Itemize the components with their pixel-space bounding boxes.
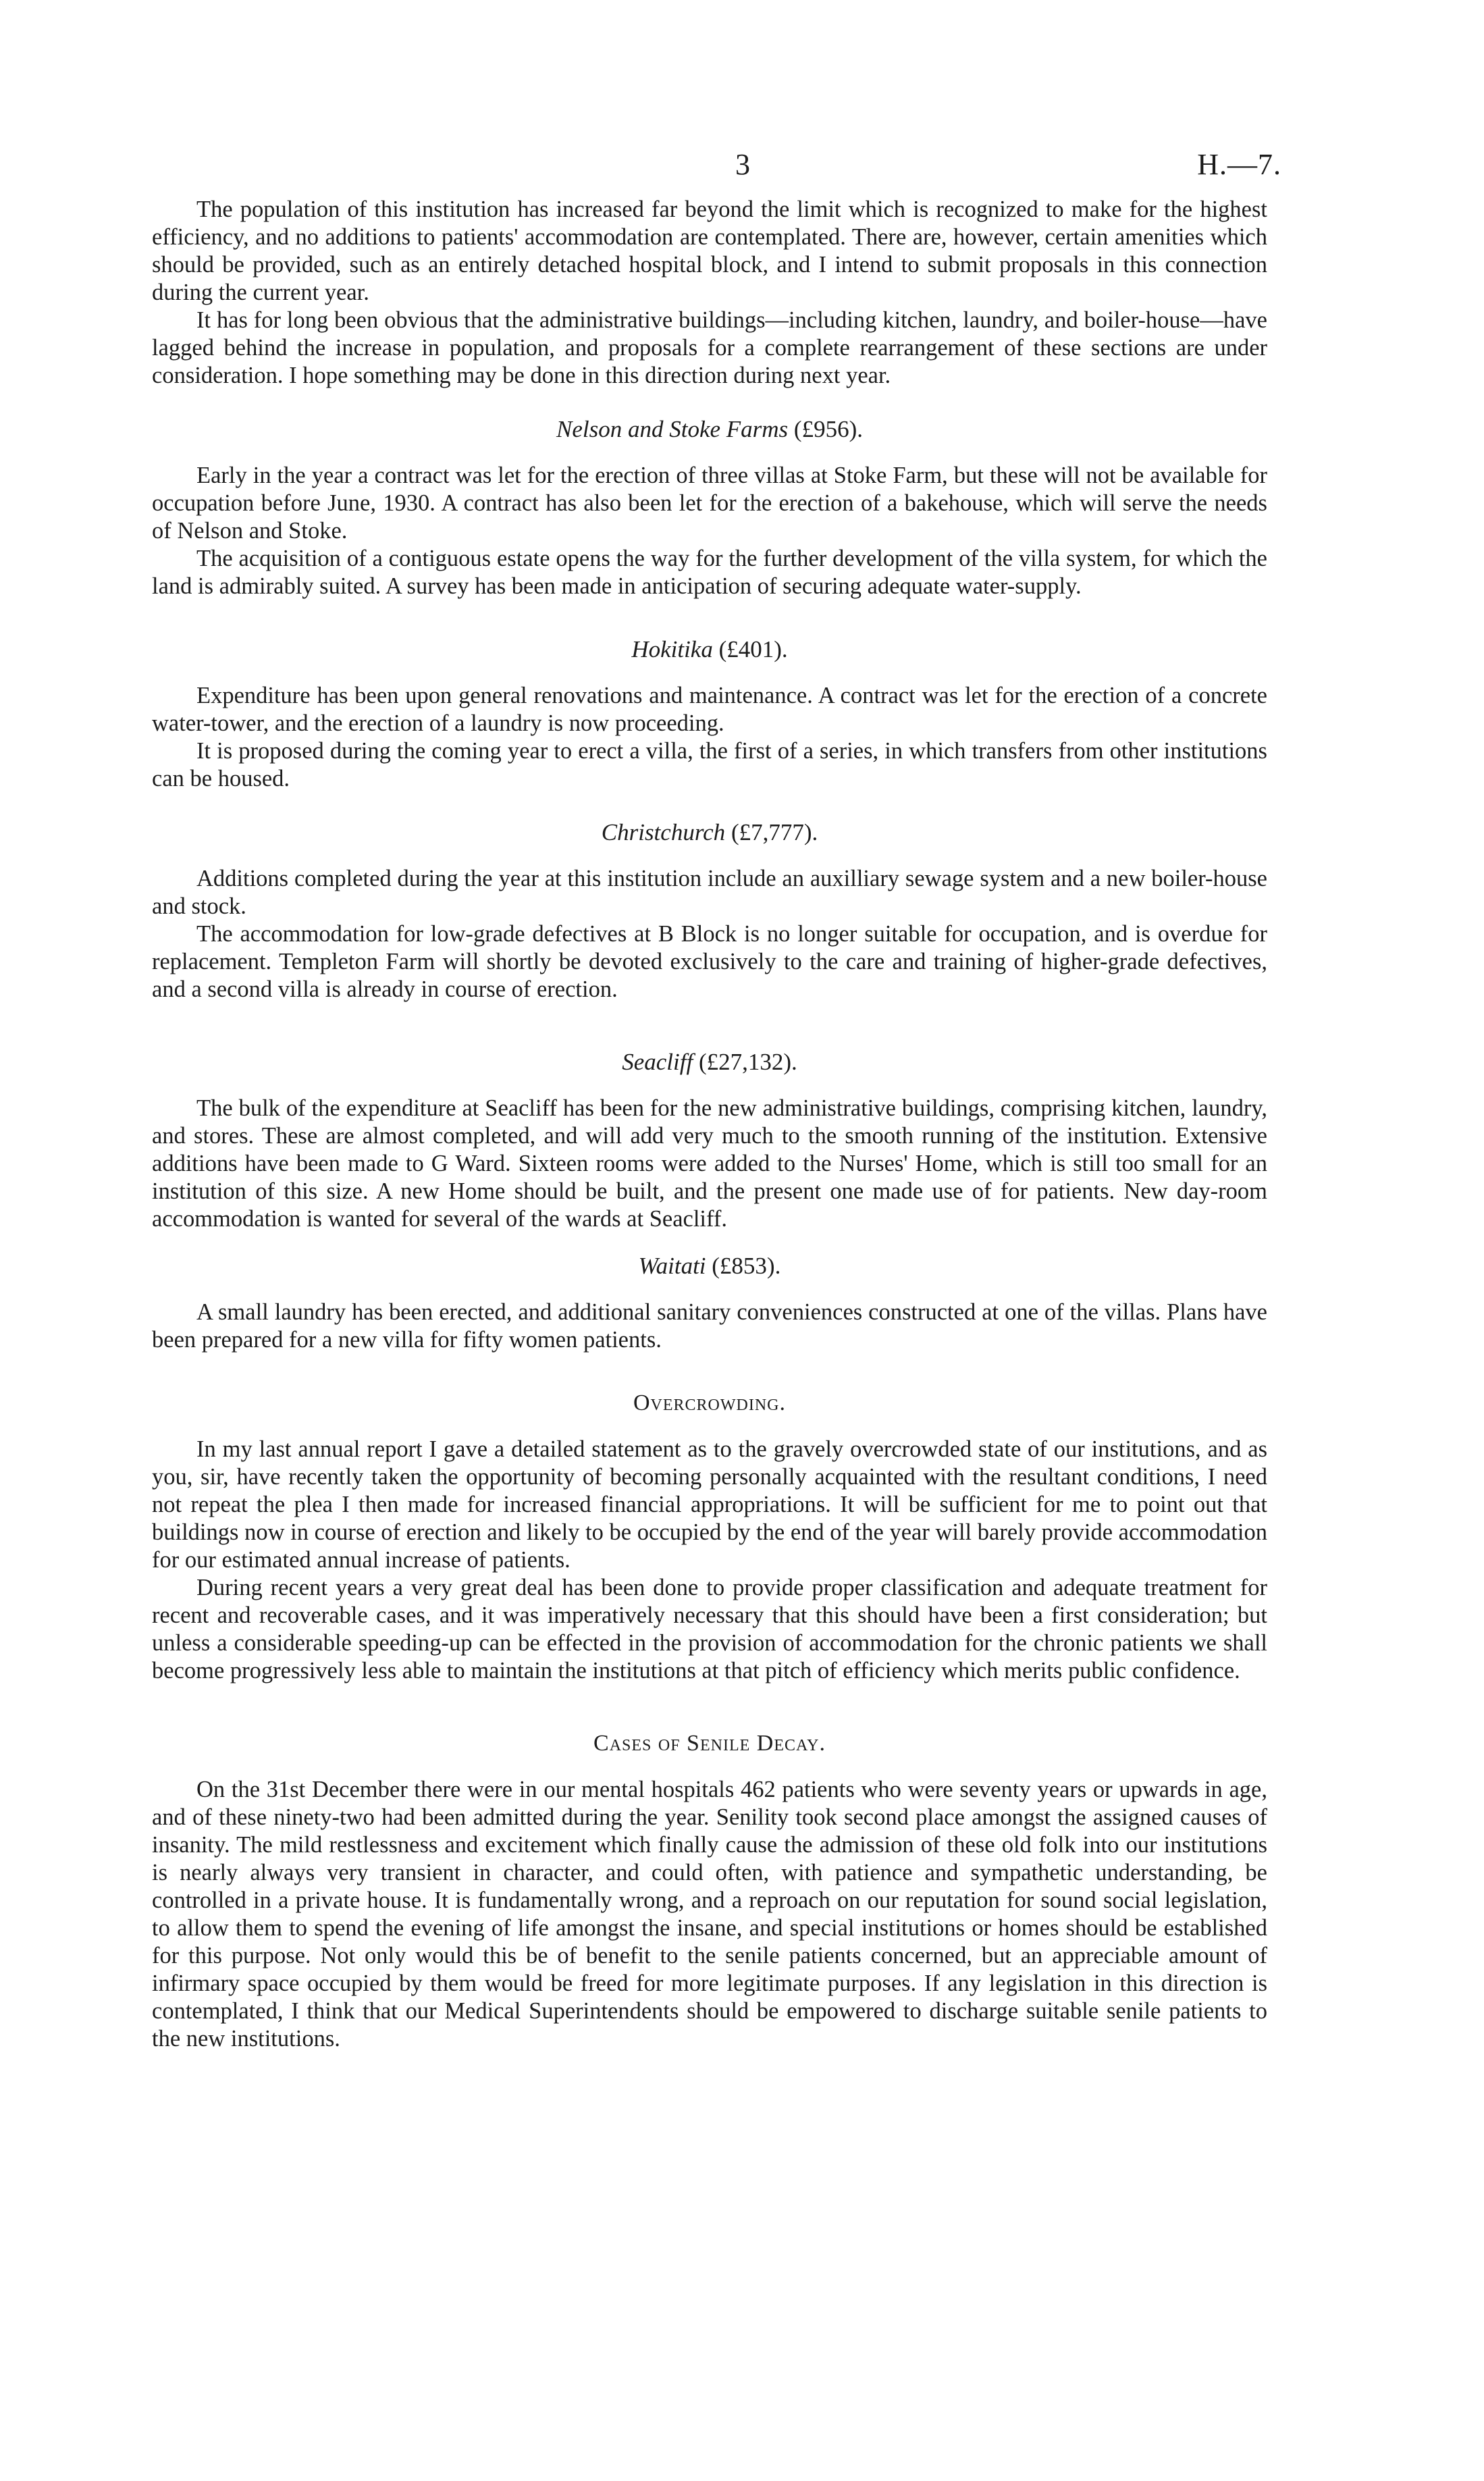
senile-paragraph-1: On the 31st December there were in our mental hospitals 462 patients who were seventy years or upwards in age, and of these ninety-two had been admitted during the year. Senility took second place amongst the assigned causes of insanity. The mild restlessness and excitement which finally cause the admission of these old folk into our institutions is nearly always very transient in character, and could often, with patience and sympathetic understanding, be controlled in a private house. It is fundamentally wrong, and a reproach on our reputation for sound social legislation, to allow them to spend the evening of life amongst the insane, and special institutions or homes should be established for this purpose. Not only would this be of benefit to the senile patients concerned, but an appreciable amount of infirmary space occupied by them would be freed for more legitimate purposes. If any legislation in this direction is contemplated, I think that our Medical Superintendents should be empowered to discharge suitable senile patients to the new institutions.	[152, 1777, 1267, 2052]
section-heading-senile-decay: Cases of Senile Decay.	[593, 1731, 826, 1756]
page-number: 3	[735, 148, 750, 181]
section-heading-amount: (£401).	[718, 636, 788, 662]
section-heading-amount: (£7,777).	[731, 819, 818, 845]
section-heading-place: Nelson and Stoke Farms	[556, 416, 789, 442]
christchurch-paragraph-1: Additions completed during the year at this institution include an auxilliary sewage system and a new boiler-house and stock.	[152, 866, 1267, 919]
intro-paragraph-1: The population of this institution has increased far beyond the limit which is recognized to make for the highest efficiency, and no additions to patients' accommodation are contemplated. There are, however, certain amenities which should be provided, such as an entirely detached hospital block, and I intend to submit proposals in this connection during the current year.	[152, 197, 1267, 305]
overcrowding-paragraph-1: In my last annual report I gave a detailed statement as to the gravely overcrowded state of our institutions, and as you, sir, have recently taken the opportunity of becoming personally acquainted with the resultant conditions, I need not repeat the plea I then made for increased financial appropriations. It will be sufficient for me to point out that buildings now in course of erection and likely to be occupied by the end of the year will barely provide accommodation for our estimated annual increase of patients.	[152, 1436, 1267, 1573]
section-heading-christchurch	[152, 818, 1267, 846]
overcrowding-paragraph-2: During recent years a very great deal has been done to provide proper classification and adequate treatment for recent and recoverable cases, and it was imperatively necessary that this should have been a first consideration; but unless a considerable speeding-up can be effected in the provision of accommodation for the chronic patients we shall become progressively less able to maintain the institutions at that pitch of efficiency which merits public confidence.	[152, 1575, 1267, 1683]
christchurch-paragraph-2: The accommodation for low-grade defectives at B Block is no longer suitable for occupation, and is overdue for replacement. Templeton Farm will shortly be devoted exclusively to the care and training of higher-grade defectives, and a second villa is already in course of erection.	[152, 921, 1267, 1002]
document-code: H.—7.	[1197, 148, 1281, 181]
section-heading-nelson	[152, 415, 1267, 443]
seacliff-paragraph-1: The bulk of the expenditure at Seacliff has been for the new administrative buildings, comprising kitchen, laundry, and stores. These are almost completed, and will add very much to the smooth running of the institution. Extensive additions have been made to G Ward. Sixteen rooms were added to the Nurses' Home, which is still too small for an institution of this size. A new Home should be built, and the present one made use of for patients. New day-room accommodation is wanted for several of the wards at Seacliff.	[152, 1095, 1267, 1232]
nelson-paragraph-2: The acquisition of a contiguous estate opens the way for the further development of the villa system, for which the land is admirably suited. A survey has been made in anticipation of securing adequate water-supply.	[152, 546, 1267, 599]
section-heading-overcrowding: Overcrowding.	[633, 1390, 787, 1415]
section-heading-place: Waitati	[638, 1253, 706, 1279]
section-heading-amount: (£956).	[793, 416, 863, 442]
section-heading-seacliff	[152, 1048, 1267, 1076]
intro-paragraph-2: It has for long been obvious that the administrative buildings—including kitchen, laundry, and boiler-house—have lagged behind the increase in population, and proposals for a complete rearrangement of these sections are under consideration. I hope something may be done in this direction during next year.	[152, 307, 1267, 388]
section-heading-amount: (£853).	[712, 1253, 781, 1279]
waitati-paragraph-1: A small laundry has been erected, and additional sanitary conveniences constructed at one of the villas. Plans have been prepared for a new villa for fifty women patients.	[152, 1299, 1267, 1353]
hokitika-paragraph-1: Expenditure has been upon general renovations and maintenance. A contract was let for the erection of a concrete water-tower, and the erection of a laundry is now proceeding.	[152, 683, 1267, 736]
nelson-paragraph-1: Early in the year a contract was let for the erection of three villas at Stoke Farm, but these will not be available for occupation before June, 1930. A contract has also been let for the erection of a bakehouse, which will serve the needs of Nelson and Stoke.	[152, 463, 1267, 544]
section-heading-hokitika	[152, 635, 1267, 663]
section-heading-place: Hokitika	[631, 636, 713, 662]
section-heading-place: Christchurch	[601, 819, 726, 845]
section-heading-amount: (£27,132).	[698, 1049, 797, 1075]
page-body	[152, 196, 1267, 2053]
section-heading-waitati	[152, 1252, 1267, 1280]
hokitika-paragraph-2: It is proposed during the coming year to erect a villa, the first of a series, in which transfers from other institutions can be housed.	[152, 738, 1267, 791]
section-heading-place: Seacliff	[622, 1049, 693, 1075]
